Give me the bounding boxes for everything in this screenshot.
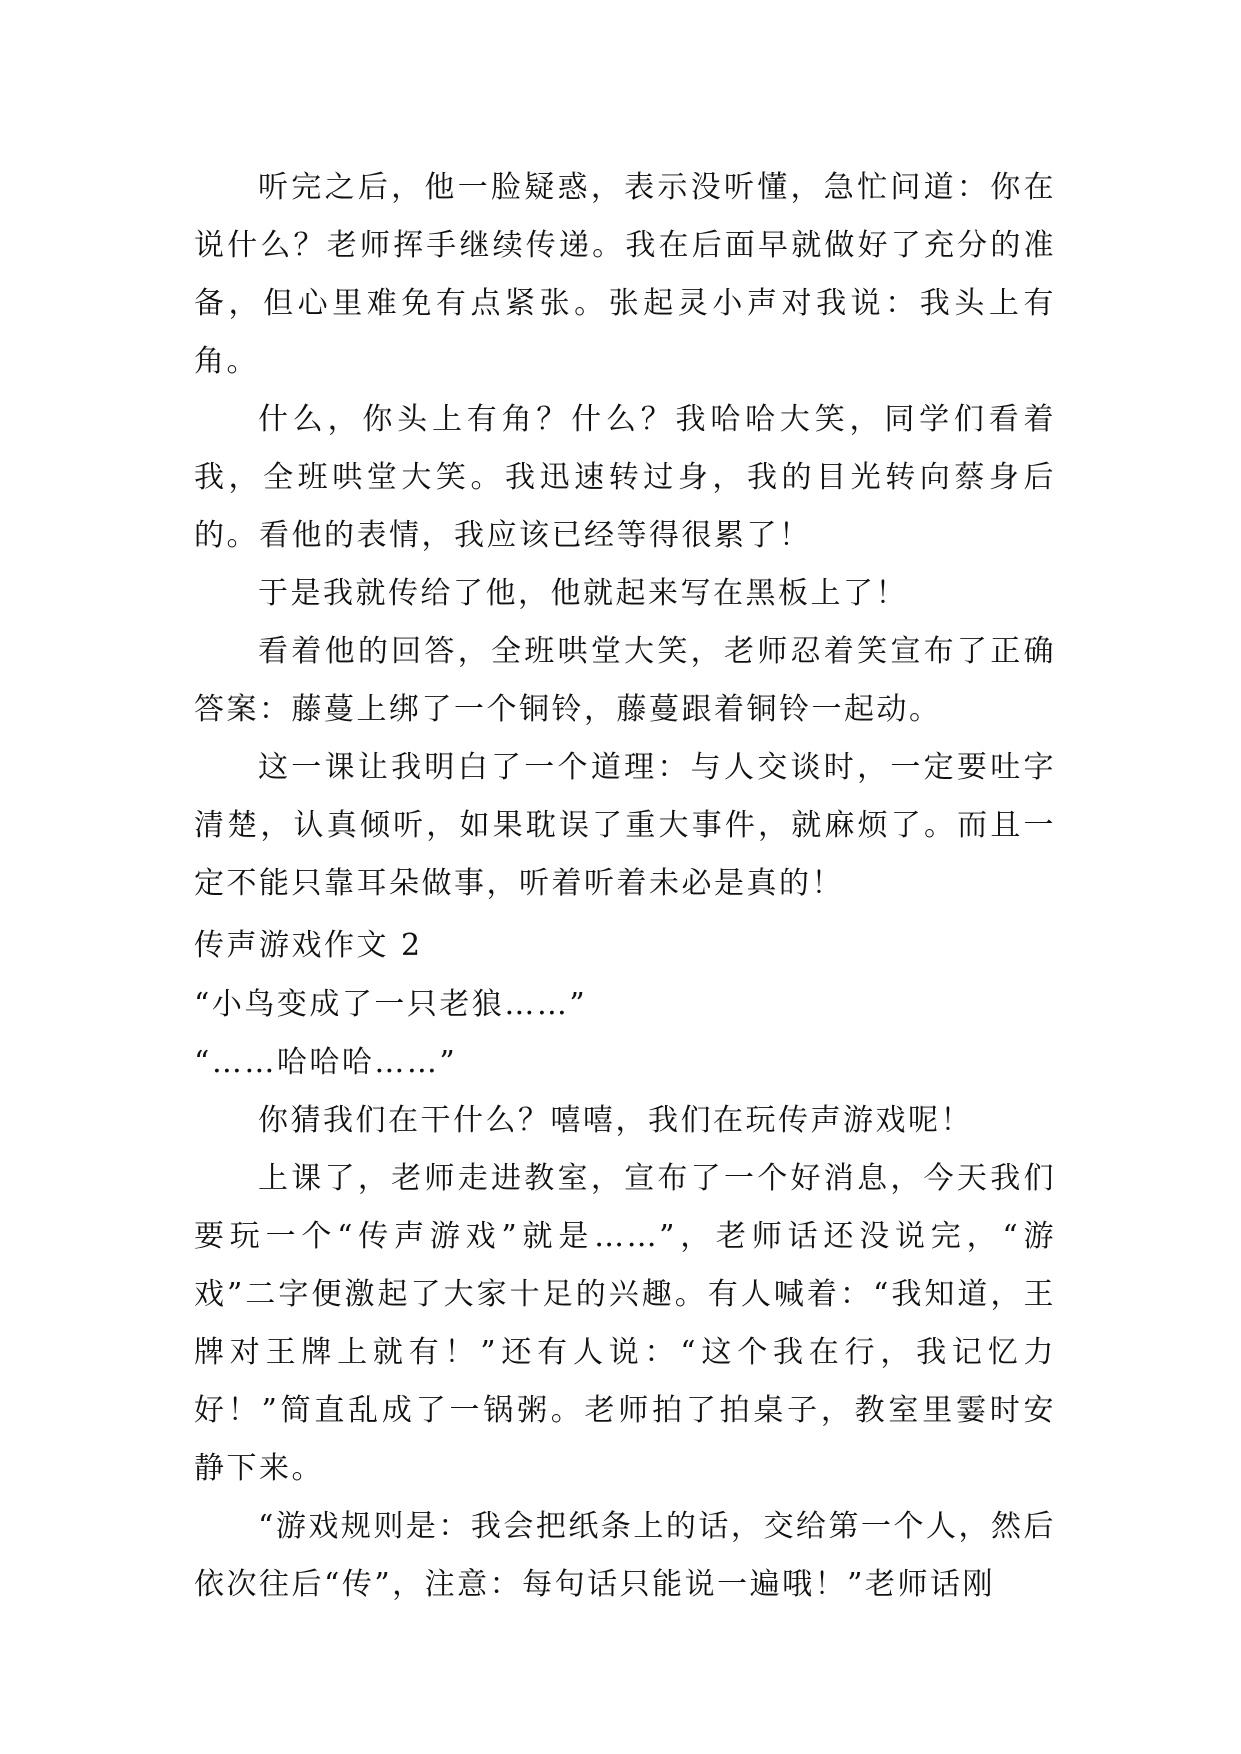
essay-section-two [194,976,1056,1614]
paragraph: 上课了，老师走进教室，宣布了一个好消息，今天我们要玩一个“传声游戏”就是……”，老师话还没说完，“游戏”二字便激起了大家十足的兴趣。有人喊着：“我知道，王牌对王牌上就有！”还有人说：“这个我在行，我记忆力好！”简直乱成了一锅粥。老师拍了拍桌子，教室里霎时安静下来。 [194,1161,1056,1486]
paragraph: 什么，你头上有角？什么？我哈哈大笑，同学们看着我，全班哄堂大笑。我迅速转过身，我的目光转向蔡身后的。看他的表情，我应该已经等得很累了！ [194,402,1056,553]
paragraph: 这一课让我明白了一个道理：与人交谈时，一定要吐字清楚，认真倾听，如果耽误了重大事件，就麻烦了。而且一定不能只靠耳朵做事，听着听着未必是真的！ [194,750,1056,901]
section-title: 传声游戏作文 2 [194,928,423,963]
paragraph: 听完之后，他一脸疑惑，表示没听懂，急忙问道：你在说什么？老师挥手继续传递。我在后面早就做好了充分的准备，但心里难免有点紧张。张起灵小声对我说：我头上有角。 [194,170,1056,379]
essay-section-one [194,159,1056,913]
dialogue-line: “……哈哈哈……” [194,1045,458,1080]
paragraph: 于是我就传给了他，他就起来写在黑板上了！ [258,576,908,611]
paragraph: “游戏规则是：我会把纸条上的话，交给第一个人，然后依次往后“传”，注意：每句话只能说一遍哦！”老师话刚 [194,1509,1056,1602]
paragraph: 看着他的回答，全班哄堂大笑，老师忍着笑宣布了正确答案：藤蔓上绑了一个铜铃，藤蔓跟着铜铃一起动。 [194,634,1056,727]
dialogue-line: “小鸟变成了一只老狼……” [194,987,588,1022]
paragraph: 你猜我们在干什么？嘻嘻，我们在玩传声游戏呢！ [258,1103,973,1138]
